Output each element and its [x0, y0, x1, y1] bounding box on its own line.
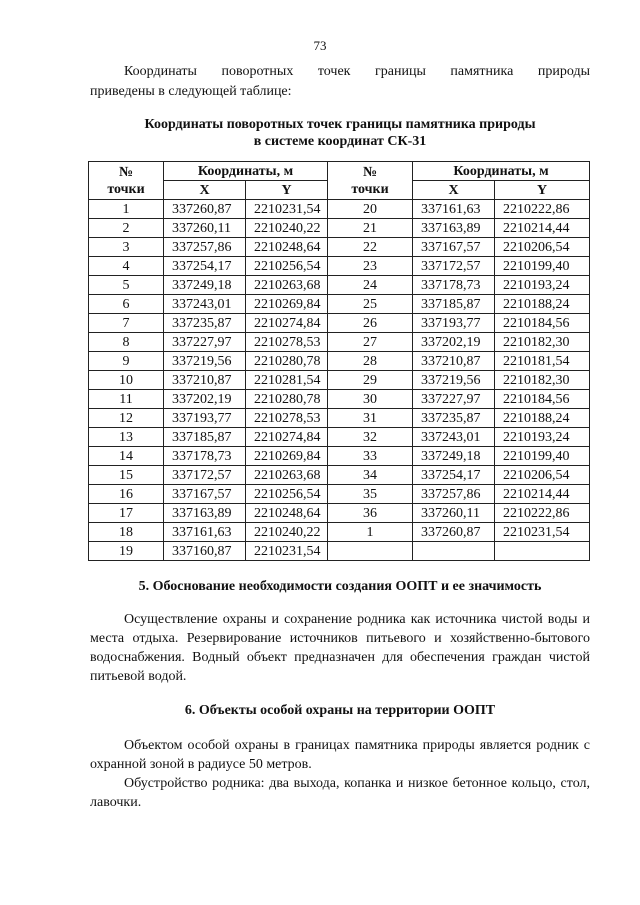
- point-number-cell: 35: [328, 485, 413, 504]
- y-coordinate-cell: 2210222,86: [495, 200, 590, 219]
- y-coordinate-cell: 2210184,56: [495, 390, 590, 409]
- y-coordinate-cell: 2210206,54: [495, 466, 590, 485]
- point-number-cell: 12: [89, 409, 164, 428]
- point-number-cell: 8: [89, 333, 164, 352]
- table-row: [89, 238, 590, 257]
- x-coordinate-cell: 337235,87: [164, 314, 246, 333]
- point-number-cell: 23: [328, 257, 413, 276]
- y-coordinate-cell: 2210256,54: [246, 257, 328, 276]
- intro-line-2: приведены в следующей таблице:: [90, 84, 292, 99]
- header-num-label: №: [118, 164, 134, 180]
- table-row: [89, 200, 590, 219]
- header-coordinates: Координаты, м: [413, 162, 590, 181]
- point-number-cell: 30: [328, 390, 413, 409]
- x-coordinate-cell: 337172,57: [413, 257, 495, 276]
- x-coordinate-cell: 337163,89: [164, 504, 246, 523]
- point-number-cell: 28: [328, 352, 413, 371]
- x-coordinate-cell: 337249,18: [413, 447, 495, 466]
- point-number-cell: 21: [328, 219, 413, 238]
- y-coordinate-cell: 2210188,24: [495, 295, 590, 314]
- header-num-label: №: [362, 164, 378, 180]
- header-x: X: [413, 181, 495, 200]
- point-number-cell: 3: [89, 238, 164, 257]
- y-coordinate-cell: 2210269,84: [246, 295, 328, 314]
- point-number-cell: 26: [328, 314, 413, 333]
- y-coordinate-cell: 2210256,54: [246, 485, 328, 504]
- point-number-cell: 1: [89, 200, 164, 219]
- point-number-cell: 1: [328, 523, 413, 542]
- x-coordinate-cell: 337210,87: [164, 371, 246, 390]
- y-coordinate-cell: 2210184,56: [495, 314, 590, 333]
- point-number-cell: 33: [328, 447, 413, 466]
- table-row: [89, 523, 590, 542]
- point-number-cell: 5: [89, 276, 164, 295]
- intro-word: природы: [537, 64, 590, 79]
- section-6-paragraphs: [90, 736, 590, 812]
- intro-word: Координаты: [124, 64, 197, 79]
- x-coordinate-cell: 337219,56: [164, 352, 246, 371]
- x-coordinate-cell: 337254,17: [164, 257, 246, 276]
- y-coordinate-cell: 2210278,53: [246, 409, 328, 428]
- point-number-cell: 14: [89, 447, 164, 466]
- intro-word: памятника: [450, 64, 514, 79]
- x-coordinate-cell: 337210,87: [413, 352, 495, 371]
- header-point-number: [328, 162, 413, 200]
- y-coordinate-cell: [495, 542, 590, 561]
- section-6-text-2: Обустройство родника: два выхода, копанка и низкое бетонное кольцо, стол, лавочки.: [90, 776, 590, 810]
- intro-word: точек: [317, 64, 351, 79]
- x-coordinate-cell: 337160,87: [164, 542, 246, 561]
- point-number-cell: [328, 542, 413, 561]
- point-number-cell: 4: [89, 257, 164, 276]
- table-title-line-1: Координаты поворотных точек границы памятника природы: [144, 117, 536, 132]
- point-number-cell: 9: [89, 352, 164, 371]
- x-coordinate-cell: 337227,97: [164, 333, 246, 352]
- x-coordinate-cell: 337163,89: [413, 219, 495, 238]
- y-coordinate-cell: 2210240,22: [246, 523, 328, 542]
- x-coordinate-cell: 337167,57: [164, 485, 246, 504]
- point-number-cell: 25: [328, 295, 413, 314]
- y-coordinate-cell: 2210263,68: [246, 276, 328, 295]
- y-coordinate-cell: 2210222,86: [495, 504, 590, 523]
- table-row: [89, 390, 590, 409]
- intro-text: [90, 62, 590, 102]
- y-coordinate-cell: 2210199,40: [495, 447, 590, 466]
- point-number-cell: 18: [89, 523, 164, 542]
- header-y: Y: [246, 181, 328, 200]
- table-row: [89, 466, 590, 485]
- section-5-paragraph: [90, 610, 590, 686]
- x-coordinate-cell: 337260,11: [413, 504, 495, 523]
- x-coordinate-cell: 337167,57: [413, 238, 495, 257]
- point-number-cell: 6: [89, 295, 164, 314]
- coordinates-table: [88, 161, 590, 561]
- header-num-sub: точки: [107, 181, 145, 197]
- table-row: [89, 219, 590, 238]
- section-5-text: Осуществление охраны и сохранение родника как источника чистой воды и места отдыха. Резервирование источников питьевого и хозяйственно-бытового водоснабжения. Водный объект предназначен для обеспечения граждан чистой питьевой водой.: [90, 612, 590, 684]
- x-coordinate-cell: [413, 542, 495, 561]
- table-row: [89, 257, 590, 276]
- point-number-cell: 10: [89, 371, 164, 390]
- x-coordinate-cell: 337243,01: [413, 428, 495, 447]
- table-row: [89, 542, 590, 561]
- y-coordinate-cell: 2210240,22: [246, 219, 328, 238]
- y-coordinate-cell: 2210231,54: [495, 523, 590, 542]
- table-row: [89, 352, 590, 371]
- x-coordinate-cell: 337202,19: [164, 390, 246, 409]
- y-coordinate-cell: 2210199,40: [495, 257, 590, 276]
- table-body: [89, 200, 590, 561]
- intro-line-1: [90, 62, 590, 82]
- table-row: [89, 447, 590, 466]
- y-coordinate-cell: 2210280,78: [246, 390, 328, 409]
- section-5-heading: 5. Обоснование необходимости создания ООПТ и ее значимость: [138, 579, 542, 594]
- x-coordinate-cell: 337249,18: [164, 276, 246, 295]
- x-coordinate-cell: 337193,77: [164, 409, 246, 428]
- section-6-text-1: Объектом особой охраны в границах памятника природы является родник с охранной зоной в радиусе 50 метров.: [90, 738, 590, 772]
- table-row: [89, 428, 590, 447]
- y-coordinate-cell: 2210193,24: [495, 276, 590, 295]
- y-coordinate-cell: 2210188,24: [495, 409, 590, 428]
- table-row: [89, 409, 590, 428]
- header-x: X: [164, 181, 246, 200]
- table-row: [89, 276, 590, 295]
- intro-word: поворотных: [221, 64, 294, 79]
- x-coordinate-cell: 337257,86: [413, 485, 495, 504]
- table-title: [90, 116, 590, 150]
- header-coordinates: Координаты, м: [164, 162, 328, 181]
- table-row: [89, 333, 590, 352]
- point-number-cell: 13: [89, 428, 164, 447]
- y-coordinate-cell: 2210274,84: [246, 428, 328, 447]
- table-title-line-2: в системе координат СК-31: [253, 134, 427, 149]
- point-number-cell: 11: [89, 390, 164, 409]
- point-number-cell: 2: [89, 219, 164, 238]
- y-coordinate-cell: 2210248,64: [246, 238, 328, 257]
- x-coordinate-cell: 337257,86: [164, 238, 246, 257]
- table-row: [89, 485, 590, 504]
- x-coordinate-cell: 337178,73: [164, 447, 246, 466]
- y-coordinate-cell: 2210182,30: [495, 333, 590, 352]
- y-coordinate-cell: 2210206,54: [495, 238, 590, 257]
- x-coordinate-cell: 337219,56: [413, 371, 495, 390]
- point-number-cell: 17: [89, 504, 164, 523]
- y-coordinate-cell: 2210181,54: [495, 352, 590, 371]
- x-coordinate-cell: 337254,17: [413, 466, 495, 485]
- point-number-cell: 15: [89, 466, 164, 485]
- y-coordinate-cell: 2210182,30: [495, 371, 590, 390]
- point-number-cell: 34: [328, 466, 413, 485]
- table-row: [89, 295, 590, 314]
- x-coordinate-cell: 337227,97: [413, 390, 495, 409]
- y-coordinate-cell: 2210193,24: [495, 428, 590, 447]
- y-coordinate-cell: 2210269,84: [246, 447, 328, 466]
- x-coordinate-cell: 337193,77: [413, 314, 495, 333]
- point-number-cell: 27: [328, 333, 413, 352]
- point-number-cell: 19: [89, 542, 164, 561]
- x-coordinate-cell: 337260,87: [413, 523, 495, 542]
- x-coordinate-cell: 337202,19: [413, 333, 495, 352]
- page-number: 73: [313, 38, 327, 53]
- x-coordinate-cell: 337235,87: [413, 409, 495, 428]
- x-coordinate-cell: 337161,63: [164, 523, 246, 542]
- y-coordinate-cell: 2210278,53: [246, 333, 328, 352]
- header-y: Y: [495, 181, 590, 200]
- point-number-cell: 31: [328, 409, 413, 428]
- x-coordinate-cell: 337260,11: [164, 219, 246, 238]
- point-number-cell: 24: [328, 276, 413, 295]
- header-point-number: [89, 162, 164, 200]
- point-number-cell: 29: [328, 371, 413, 390]
- point-number-cell: 36: [328, 504, 413, 523]
- y-coordinate-cell: 2210214,44: [495, 219, 590, 238]
- y-coordinate-cell: 2210263,68: [246, 466, 328, 485]
- x-coordinate-cell: 337161,63: [413, 200, 495, 219]
- y-coordinate-cell: 2210280,78: [246, 352, 328, 371]
- intro-word: границы: [375, 64, 426, 79]
- table-header-row: [89, 162, 590, 181]
- point-number-cell: 22: [328, 238, 413, 257]
- x-coordinate-cell: 337172,57: [164, 466, 246, 485]
- point-number-cell: 20: [328, 200, 413, 219]
- point-number-cell: 7: [89, 314, 164, 333]
- y-coordinate-cell: 2210248,64: [246, 504, 328, 523]
- point-number-cell: 16: [89, 485, 164, 504]
- x-coordinate-cell: 337260,87: [164, 200, 246, 219]
- header-num-sub: точки: [351, 181, 389, 197]
- x-coordinate-cell: 337185,87: [164, 428, 246, 447]
- table-row: [89, 371, 590, 390]
- y-coordinate-cell: 2210281,54: [246, 371, 328, 390]
- y-coordinate-cell: 2210274,84: [246, 314, 328, 333]
- table-row: [89, 314, 590, 333]
- x-coordinate-cell: 337185,87: [413, 295, 495, 314]
- y-coordinate-cell: 2210231,54: [246, 200, 328, 219]
- x-coordinate-cell: 337178,73: [413, 276, 495, 295]
- y-coordinate-cell: 2210214,44: [495, 485, 590, 504]
- y-coordinate-cell: 2210231,54: [246, 542, 328, 561]
- x-coordinate-cell: 337243,01: [164, 295, 246, 314]
- point-number-cell: 32: [328, 428, 413, 447]
- section-6-heading: 6. Объекты особой охраны на территории ООПТ: [184, 703, 496, 718]
- table-row: [89, 504, 590, 523]
